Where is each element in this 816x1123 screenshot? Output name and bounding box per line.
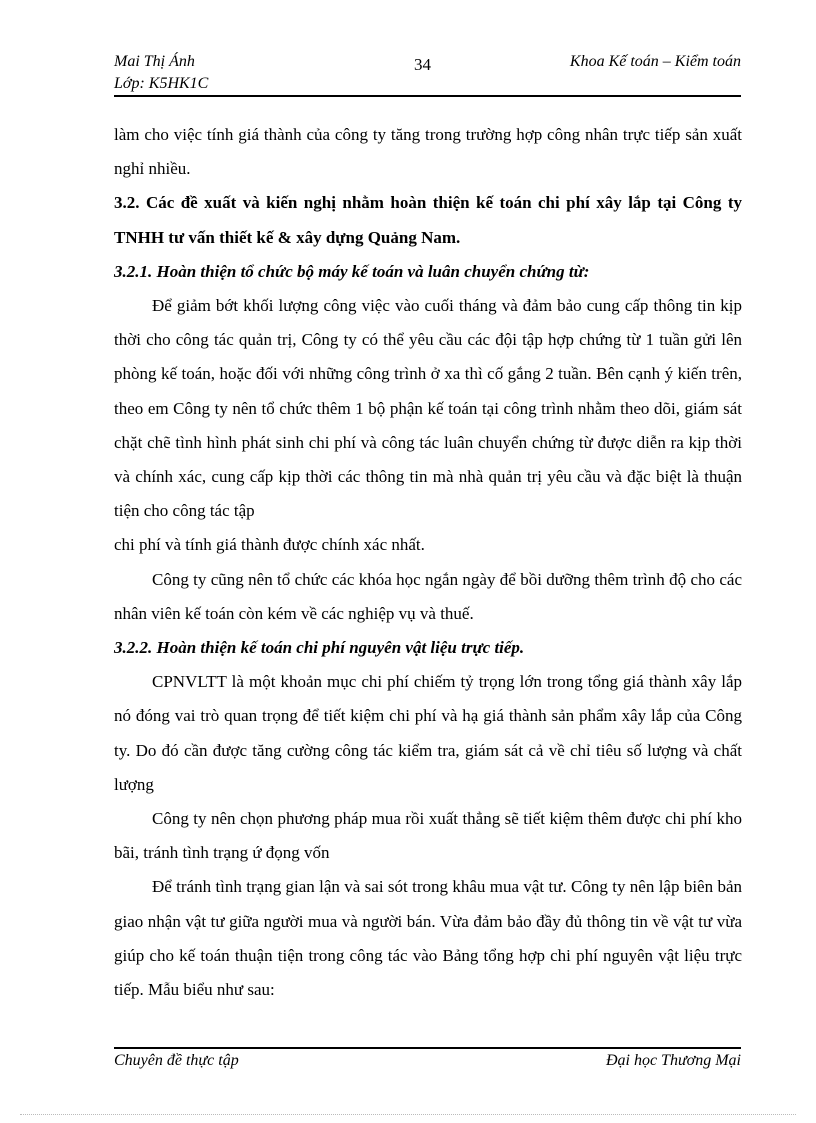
page-content xyxy=(114,118,742,1007)
header-divider xyxy=(114,95,741,97)
section-heading-3-2: 3.2. Các đề xuất và kiến nghị nhằm hoàn thiện kế toán chi phí xây lắp tại Công ty TNHH tư vấn thiết kế & xây dựng Quảng Nam. xyxy=(114,193,742,247)
page-number: 34 xyxy=(414,55,431,74)
header-class: Lớp: K5HK1C xyxy=(114,75,209,92)
paragraph-4: Công ty nên chọn phương pháp mua rồi xuất thẳng sẽ tiết kiệm thêm được chi phí kho bãi, tránh tình trạng ứ đọng vốn xyxy=(114,809,742,863)
page-footer xyxy=(114,1050,741,1074)
header-department: Khoa Kế toán – Kiểm toán xyxy=(569,53,741,70)
paragraph-5: Để tránh tình trạng gian lận và sai sót trong khâu mua vật tư. Công ty nên lập biên bản giao nhận vật tư giữa người mua và người bán. Vừa đảm bảo đầy đủ thông tin về vật tư vừa giúp cho kế toán thuận tiện trong công tác vào Bảng tổng hợp chi phí nguyên vật liệu trực tiếp. Mẫu biểu như sau: xyxy=(114,877,742,1000)
header-author: Mai Thị Ánh xyxy=(114,53,195,70)
footer-left: Chuyên đề thực tập xyxy=(114,1052,239,1069)
page-header xyxy=(114,50,741,94)
paragraph-continued: làm cho việc tính giá thành của công ty tăng trong trường hợp công nhân trực tiếp sản xuất nghỉ nhiều. xyxy=(114,125,742,179)
paragraph-1: Để giảm bớt khối lượng công việc vào cuối tháng và đảm bảo cung cấp thông tin kịp thời cho công tác quản trị, Công ty có thể yêu cầu các đội tập hợp chứng từ 1 tuần gửi lên phòng kế toán, hoặc đối với những công trình ở xa thì cố gắng 2 tuần. Bên cạnh ý kiến trên, theo em Công ty nên tổ chức thêm 1 bộ phận kế toán tại công trình nhằm theo dõi, giám sát chặt chẽ tình hình phát sinh chi phí và công tác luân chuyển chứng từ được diễn ra kịp thời và chính xác, cung cấp kịp thời các thông tin mà nhà quản trị yêu cầu và đặc biệt là thuận tiện cho công tác tập xyxy=(114,296,742,521)
footer-divider xyxy=(114,1047,741,1049)
paragraph-1-tail: chi phí và tính giá thành được chính xác nhất. xyxy=(114,535,425,555)
paragraph-2: Công ty cũng nên tổ chức các khóa học ngắn ngày để bồi dưỡng thêm trình độ cho các nhân viên kế toán còn kém về các nghiệp vụ và thuế. xyxy=(114,569,742,623)
subsection-heading-3-2-1: 3.2.1. Hoàn thiện tổ chức bộ máy kế toán và luân chuyển chứng từ: xyxy=(114,261,590,281)
paragraph-3: CPNVLTT là một khoản mục chi phí chiếm tỷ trọng lớn trong tổng giá thành xây lắp nó đóng vai trò quan trọng để tiết kiệm chi phí và hạ giá thành sản phẩm xây lắp của Công ty. Do đó cần được tăng cường công tác kiểm tra, giám sát cả về chỉ tiêu số lượng và chất lượng xyxy=(114,672,742,794)
page-bottom-border xyxy=(20,1114,796,1115)
footer-right: Đại học Thương Mại xyxy=(605,1052,741,1069)
subsection-heading-3-2-2: 3.2.2. Hoàn thiện kế toán chi phí nguyên vật liệu trực tiếp. xyxy=(114,638,525,658)
